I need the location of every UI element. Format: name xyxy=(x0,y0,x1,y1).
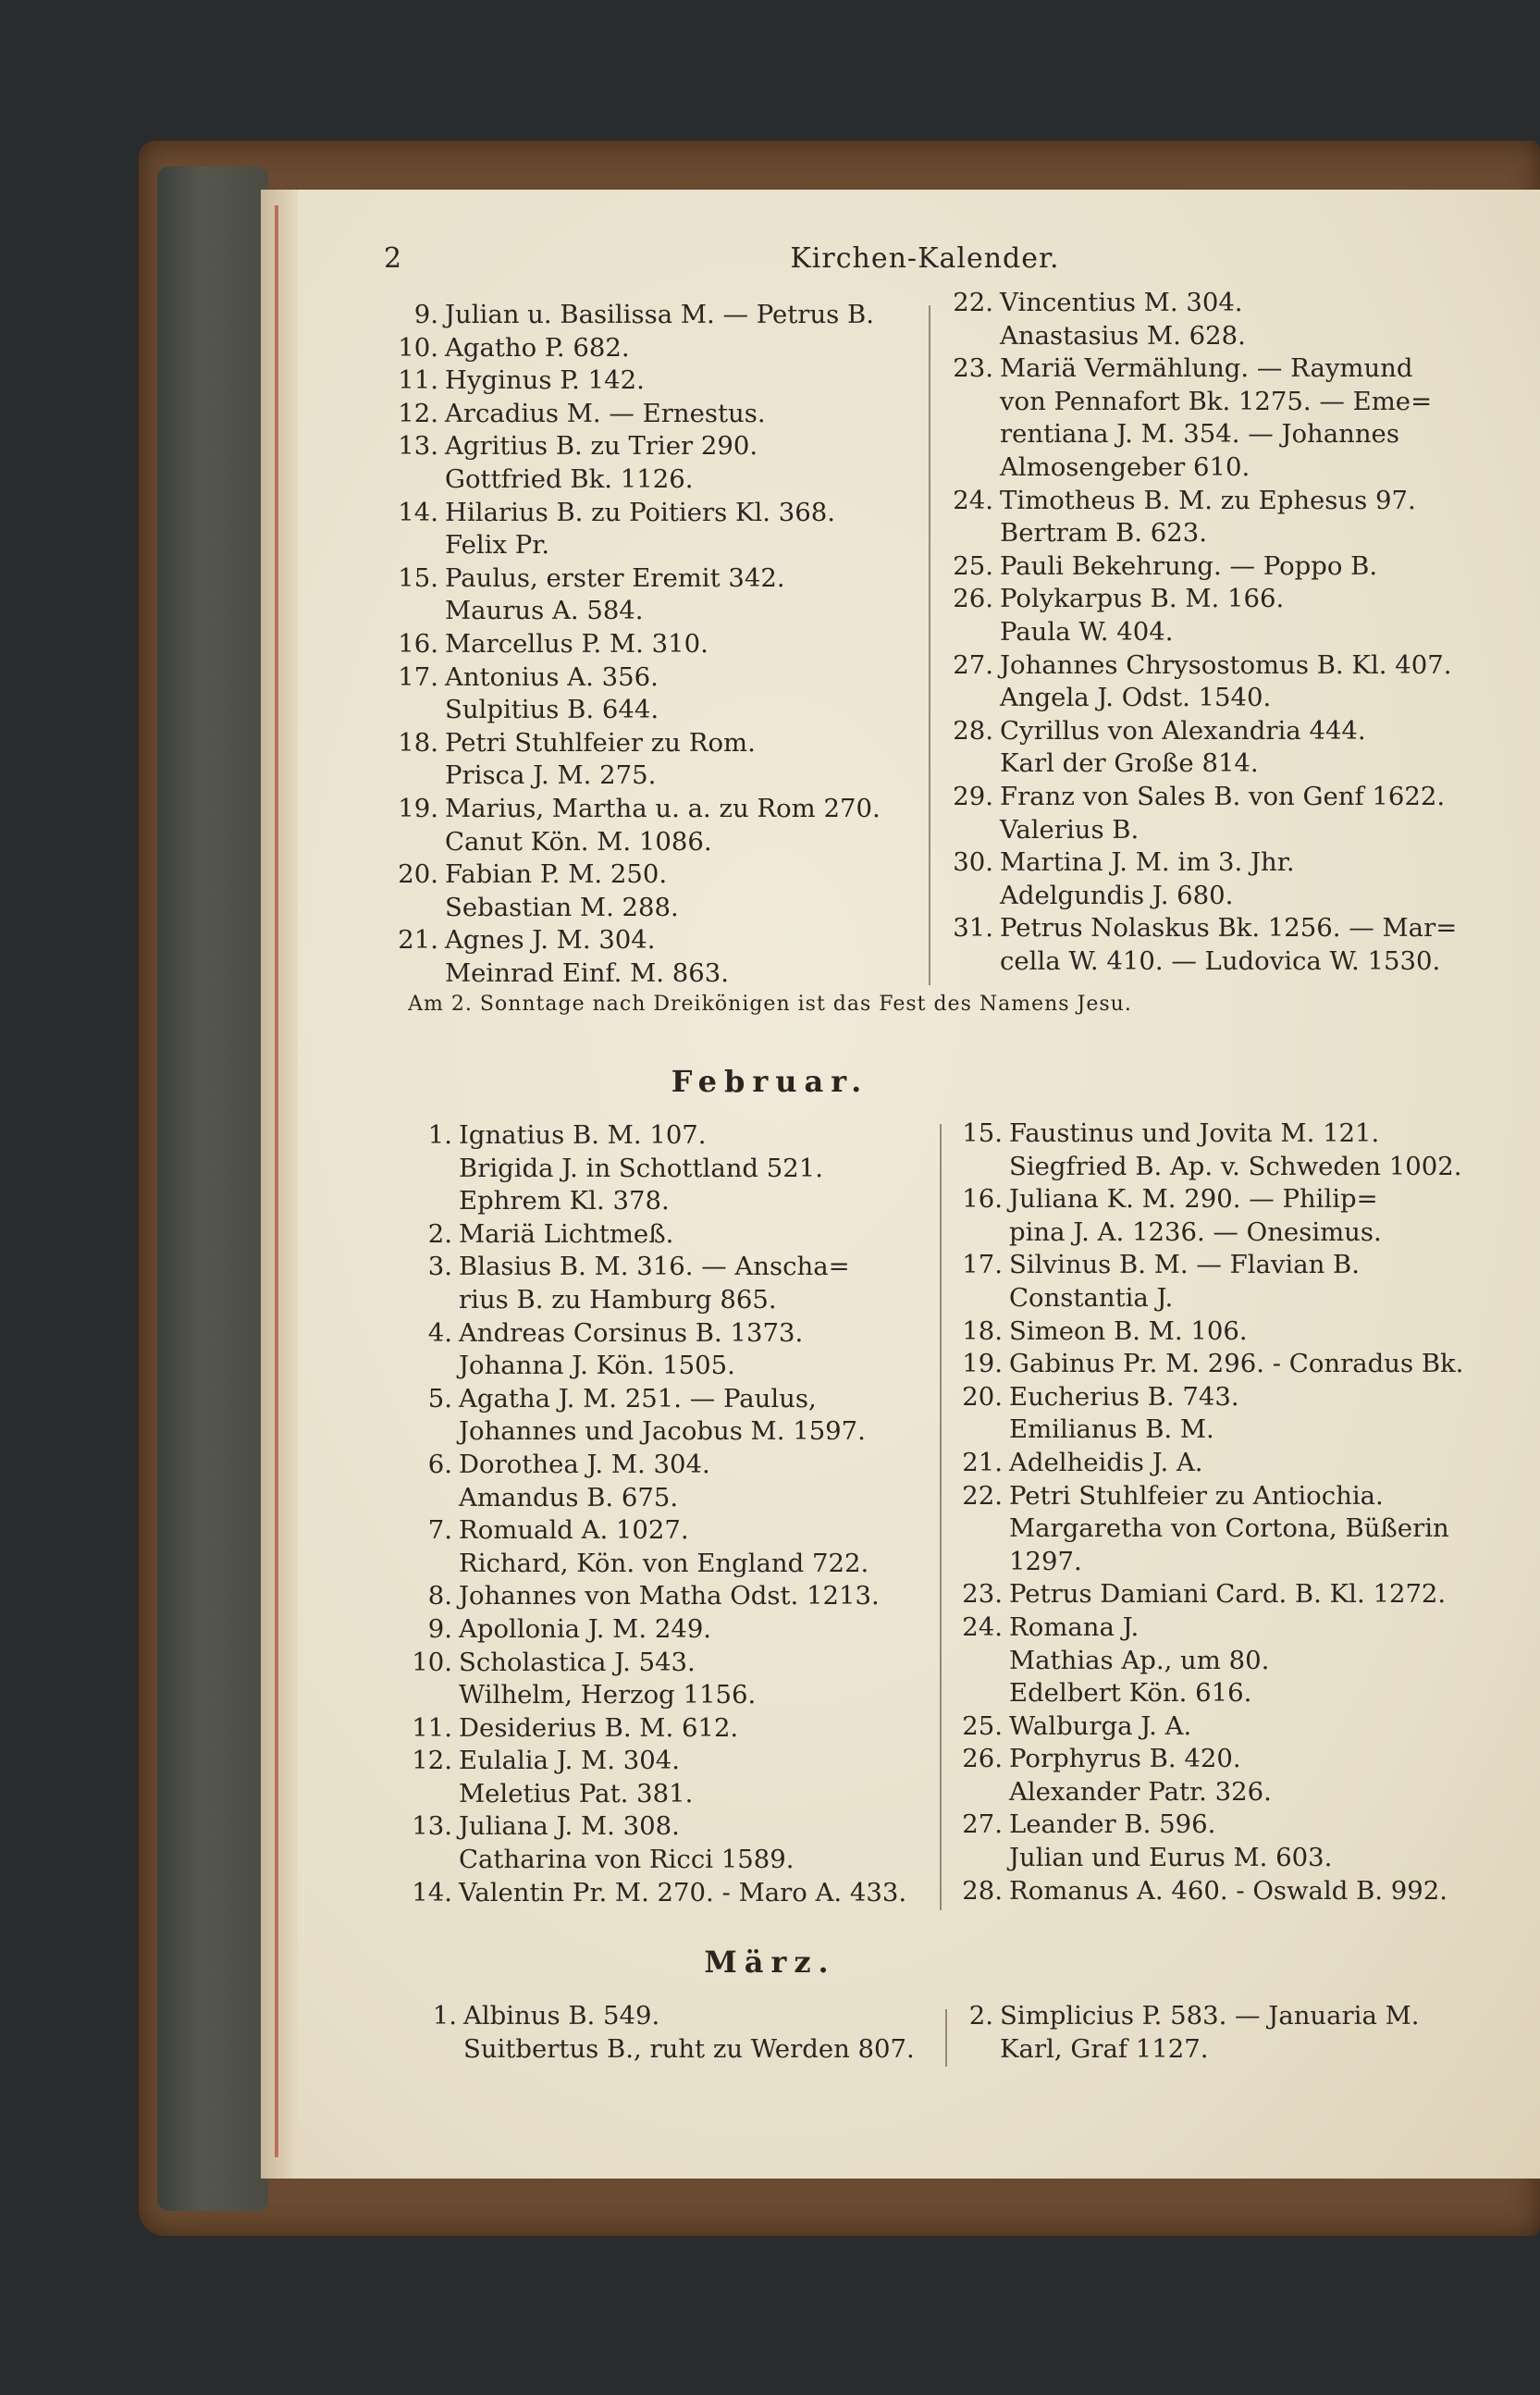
saint-entry: Bertram B. 623. xyxy=(1000,518,1207,549)
saint-entry: Meletius Pat. 381. xyxy=(459,1778,694,1809)
calendar-entry xyxy=(934,1117,1463,1151)
day-number: 24. xyxy=(962,1611,1003,1642)
day-number: 10. xyxy=(398,332,438,363)
saint-entry: Hyginus P. 142. xyxy=(445,365,645,396)
calendar-entry xyxy=(384,1251,906,1284)
day-number: 16. xyxy=(398,628,438,659)
day-number xyxy=(934,1151,1009,1184)
calendar-entry xyxy=(925,386,1457,419)
day-number: 27. xyxy=(962,1809,1003,1840)
calendar-entry xyxy=(934,1578,1463,1611)
day-number xyxy=(925,747,1000,781)
january-note: Am 2. Sonntage nach Dreikönigen ist das Fest des Namens Jesu. xyxy=(408,993,1132,1016)
saint-entry: Franz von Sales B. von Genf 1622. xyxy=(1000,781,1446,811)
day-number: 13. xyxy=(398,431,438,462)
day-number: 7. xyxy=(427,1515,452,1546)
calendar-entry xyxy=(370,595,881,628)
calendar-entry xyxy=(934,1743,1463,1776)
calendar-entry xyxy=(370,759,881,793)
saint-entry: Agritius B. zu Trier 290. xyxy=(445,431,758,462)
day-number: 11. xyxy=(412,1712,452,1743)
day-number xyxy=(925,616,1000,649)
day-number: 11. xyxy=(398,365,438,396)
calendar-entry xyxy=(934,1216,1463,1250)
day-number: 31. xyxy=(953,913,993,944)
day-number: 5. xyxy=(427,1383,452,1414)
day-number xyxy=(370,826,445,859)
day-number: 6. xyxy=(427,1449,452,1479)
day-number: 3. xyxy=(427,1252,452,1282)
saint-entry: Fabian P. M. 250. xyxy=(445,859,668,890)
calendar-entry xyxy=(370,957,881,991)
day-number: 13. xyxy=(412,1811,452,1842)
saint-entry: Maurus A. 584. xyxy=(445,596,644,626)
saint-entry: Karl der Große 814. xyxy=(1000,748,1259,779)
saint-entry: Felix Pr. xyxy=(445,530,550,561)
calendar-entry xyxy=(925,418,1457,451)
saint-entry: Petri Stuhlfeier zu Rom. xyxy=(445,727,756,758)
saint-entry: Johanna J. Kön. 1505. xyxy=(459,1351,735,1381)
calendar-entry xyxy=(370,463,881,497)
saint-entry: Suitbertus B., ruht zu Werden 807. xyxy=(463,2033,915,2064)
day-number: 8. xyxy=(427,1581,452,1611)
saint-entry: Apollonia J. M. 249. xyxy=(459,1613,712,1644)
saint-entry: Walburga J. A. xyxy=(1009,1710,1192,1741)
day-number xyxy=(370,463,445,497)
saint-entry: Timotheus B. M. zu Ephesus 97. xyxy=(1000,485,1416,515)
saint-entry: Petrus Nolaskus Bk. 1256. — Mar= xyxy=(1000,913,1458,944)
day-number: 21. xyxy=(398,925,438,956)
day-number: 23. xyxy=(953,353,993,384)
day-number: 24. xyxy=(953,485,993,515)
saint-entry: Canut Kön. M. 1086. xyxy=(445,826,712,857)
saint-entry: Juliana K. M. 290. — Philip= xyxy=(1009,1184,1378,1215)
calendar-entry xyxy=(370,694,881,727)
saint-entry: Angela J. Odst. 1540. xyxy=(1000,683,1272,713)
saint-entry: Gottfried Bk. 1126. xyxy=(445,463,694,494)
running-title: Kirchen-Kalender. xyxy=(790,242,1060,275)
calendar-entry xyxy=(388,2000,915,2033)
day-number: 16. xyxy=(962,1184,1003,1215)
calendar-entry xyxy=(370,727,881,760)
february-right-column xyxy=(934,1117,1463,1907)
day-number: 29. xyxy=(953,781,993,811)
calendar-entry xyxy=(384,1153,906,1186)
saint-entry: pina J. A. 1236. — Onesimus. xyxy=(1009,1216,1382,1247)
calendar-entry xyxy=(370,661,881,695)
february-left-column xyxy=(384,1119,906,1909)
saint-entry: Paulus, erster Eremit 342. xyxy=(445,562,785,593)
saint-entry: Petrus Damiani Card. B. Kl. 1272. xyxy=(1009,1579,1447,1610)
day-number xyxy=(925,880,1000,913)
saint-entry: Mathias Ap., um 80. xyxy=(1009,1645,1270,1675)
calendar-entry xyxy=(934,1611,1463,1645)
saint-entry: Eucherius B. 743. xyxy=(1009,1381,1239,1412)
calendar-entry xyxy=(934,1710,1463,1744)
saint-entry: Julian und Eurus M. 603. xyxy=(1009,1843,1333,1873)
day-number xyxy=(384,1153,459,1186)
calendar-entry xyxy=(925,550,1457,584)
calendar-entry xyxy=(370,529,881,562)
saint-entry: Valerius B. xyxy=(1000,814,1140,845)
day-number: 26. xyxy=(953,584,993,614)
calendar-entry xyxy=(384,1350,906,1383)
calendar-entry xyxy=(370,793,881,826)
calendar-entry xyxy=(925,616,1457,649)
calendar-entry xyxy=(388,2033,915,2067)
saint-entry: Julian u. Basilissa M. — Petrus B. xyxy=(445,300,874,329)
calendar-entry xyxy=(384,1548,906,1581)
calendar-entry xyxy=(370,364,881,398)
day-number: 14. xyxy=(398,497,438,527)
saint-entry: Valentin Pr. M. 270. - Maro A. 433. xyxy=(459,1877,907,1907)
day-number: 10. xyxy=(412,1647,452,1677)
day-number: 15. xyxy=(398,562,438,593)
calendar-entry xyxy=(370,398,881,431)
calendar-entry xyxy=(384,1580,906,1613)
calendar-entry xyxy=(370,924,881,957)
saint-entry: Almosengeber 610. xyxy=(1000,451,1250,482)
calendar-entry xyxy=(934,1447,1463,1480)
calendar-entry xyxy=(370,299,881,332)
day-number xyxy=(925,418,1000,451)
saint-entry: Agnes J. M. 304. xyxy=(445,925,656,956)
saint-entry: Adelgundis J. 680. xyxy=(1000,880,1234,910)
month-heading-march: März. xyxy=(704,1944,836,1980)
saint-entry: Sulpitius B. 644. xyxy=(445,695,659,725)
saint-entry: Agatha J. M. 251. — Paulus, xyxy=(459,1383,817,1414)
month-heading-february: Februar. xyxy=(671,1064,869,1099)
calendar-entry xyxy=(934,1776,1463,1809)
saint-entry: Simeon B. M. 106. xyxy=(1009,1315,1248,1346)
day-number xyxy=(370,694,445,727)
calendar-entry xyxy=(925,649,1457,683)
saint-entry: rentiana J. M. 354. — Johannes xyxy=(1000,419,1399,450)
calendar-entry xyxy=(934,1512,1463,1546)
calendar-entry xyxy=(384,1415,906,1449)
calendar-entry xyxy=(370,892,881,925)
calendar-entry xyxy=(370,332,881,365)
day-number xyxy=(934,1546,1009,1579)
saint-entry: Marcellus P. M. 310. xyxy=(445,628,708,659)
day-number xyxy=(934,1512,1009,1546)
calendar-entry xyxy=(925,517,1457,550)
day-number: 9. xyxy=(413,300,438,329)
day-number xyxy=(925,2033,1000,2067)
saint-entry: Albinus B. 549. xyxy=(463,2001,660,2031)
calendar-entry xyxy=(384,1482,906,1515)
day-number xyxy=(370,892,445,925)
saint-entry: Margaretha von Cortona, Büßerin xyxy=(1009,1513,1449,1544)
day-number xyxy=(370,595,445,628)
saint-entry: Marius, Martha u. a. zu Rom 270. xyxy=(445,793,881,823)
saint-entry: Silvinus B. M. — Flavian B. xyxy=(1009,1250,1361,1280)
calendar-entry xyxy=(925,912,1457,945)
calendar-entry xyxy=(934,1809,1463,1842)
calendar-entry xyxy=(384,1449,906,1482)
day-number: 18. xyxy=(398,727,438,758)
saint-entry: Mariä Vermählung. — Raymund xyxy=(1000,353,1413,384)
calendar-entry xyxy=(925,715,1457,748)
day-number xyxy=(934,1776,1009,1809)
calendar-entry xyxy=(384,1317,906,1351)
calendar-entry xyxy=(384,1712,906,1746)
saint-entry: Edelbert Kön. 616. xyxy=(1009,1678,1252,1709)
calendar-entry xyxy=(925,485,1457,518)
saint-entry: cella W. 410. — Ludovica W. 1530. xyxy=(1000,945,1441,976)
saint-entry: Vincentius M. 304. xyxy=(1000,288,1243,317)
calendar-entry xyxy=(934,1842,1463,1875)
day-number: 28. xyxy=(953,715,993,746)
day-number: 17. xyxy=(398,661,438,692)
day-number: 14. xyxy=(412,1877,452,1907)
day-number xyxy=(934,1842,1009,1875)
saint-entry: Catharina von Ricci 1589. xyxy=(459,1845,795,1875)
day-number xyxy=(384,1415,459,1449)
saint-entry: Simplicius P. 583. — Januaria M. xyxy=(1000,2001,1420,2031)
calendar-entry xyxy=(925,846,1457,880)
saint-entry: Alexander Patr. 326. xyxy=(1009,1776,1272,1807)
saint-entry: Brigida J. in Schottland 521. xyxy=(459,1153,823,1183)
saint-entry: rius B. zu Hamburg 865. xyxy=(459,1284,777,1315)
calendar-entry xyxy=(934,1183,1463,1216)
calendar-entry xyxy=(384,1119,906,1153)
calendar-entry xyxy=(934,1249,1463,1282)
day-number: 1. xyxy=(427,1120,452,1150)
saint-entry: Anastasius M. 628. xyxy=(1000,320,1246,351)
day-number: 15. xyxy=(962,1118,1003,1148)
calendar-entry xyxy=(925,682,1457,715)
day-number xyxy=(370,529,445,562)
day-number: 2. xyxy=(968,2001,993,2031)
calendar-entry xyxy=(934,1381,1463,1414)
march-left-column xyxy=(388,2000,915,2066)
day-number xyxy=(384,1548,459,1581)
calendar-entry xyxy=(934,1348,1463,1381)
calendar-entry xyxy=(370,430,881,463)
saint-entry: Amandus B. 675. xyxy=(459,1482,679,1512)
saint-entry: Arcadius M. — Ernestus. xyxy=(445,398,766,428)
page-number: 2 xyxy=(384,242,402,275)
saint-entry: Leander B. 596. xyxy=(1009,1809,1216,1840)
saint-entry: 1297. xyxy=(1009,1546,1082,1576)
page-header xyxy=(370,242,1480,279)
day-number xyxy=(384,1482,459,1515)
calendar-entry xyxy=(384,1383,906,1416)
saint-entry: Johannes und Jacobus M. 1597. xyxy=(459,1416,866,1447)
calendar-entry xyxy=(370,497,881,530)
calendar-entry xyxy=(925,945,1457,979)
day-number xyxy=(370,957,445,991)
calendar-entry xyxy=(925,352,1457,386)
day-number: 4. xyxy=(427,1317,452,1348)
day-number xyxy=(934,1414,1009,1447)
calendar-entry xyxy=(934,1282,1463,1315)
saint-entry: Ephrem Kl. 378. xyxy=(459,1186,670,1216)
calendar-entry xyxy=(934,1151,1463,1184)
calendar-entry xyxy=(934,1315,1463,1349)
day-number xyxy=(934,1282,1009,1315)
calendar-entry xyxy=(384,1185,906,1218)
saint-entry: Martina J. M. im 3. Jhr. xyxy=(1000,847,1295,878)
saint-entry: Karl, Graf 1127. xyxy=(1000,2033,1209,2064)
day-number xyxy=(925,517,1000,550)
saint-entry: Scholastica J. 543. xyxy=(459,1647,696,1677)
calendar-entry xyxy=(370,628,881,661)
calendar-entry xyxy=(925,320,1457,353)
day-number: 1. xyxy=(432,2001,457,2031)
day-number: 2. xyxy=(427,1218,452,1249)
day-number: 28. xyxy=(962,1875,1003,1906)
calendar-entry xyxy=(934,1645,1463,1678)
day-number xyxy=(925,320,1000,353)
calendar-entry xyxy=(370,858,881,892)
calendar-entry xyxy=(384,1745,906,1778)
day-number xyxy=(384,1679,459,1712)
day-number xyxy=(925,386,1000,419)
saint-entry: von Pennafort Bk. 1275. — Eme= xyxy=(1000,386,1433,416)
january-left-column xyxy=(370,299,881,990)
day-number xyxy=(370,759,445,793)
day-number: 30. xyxy=(953,847,993,878)
day-number: 23. xyxy=(962,1579,1003,1610)
calendar-entry xyxy=(384,1218,906,1252)
saint-entry: Polykarpus B. M. 166. xyxy=(1000,584,1285,614)
saint-entry: Constantia J. xyxy=(1009,1282,1174,1313)
day-number xyxy=(388,2033,463,2067)
saint-entry: Romanus A. 460. - Oswald B. 992. xyxy=(1009,1875,1448,1906)
saint-entry: Siegfried B. Ap. v. Schweden 1002. xyxy=(1009,1151,1462,1181)
calendar-entry xyxy=(934,1480,1463,1513)
day-number: 20. xyxy=(398,859,438,890)
day-number: 22. xyxy=(953,288,993,317)
calendar-entry xyxy=(384,1514,906,1548)
saint-entry: Emilianus B. M. xyxy=(1009,1414,1214,1445)
day-number: 19. xyxy=(398,793,438,823)
saint-entry: Petri Stuhlfeier zu Antiochia. xyxy=(1009,1480,1384,1511)
saint-entry: Hilarius B. zu Poitiers Kl. 368. xyxy=(445,497,836,527)
saint-entry: Adelheidis J. A. xyxy=(1009,1447,1203,1477)
saint-entry: Faustinus und Jovita M. 121. xyxy=(1009,1118,1380,1148)
saint-entry: Paula W. 404. xyxy=(1000,616,1174,647)
day-number: 27. xyxy=(953,649,993,680)
calendar-entry xyxy=(384,1877,906,1910)
day-number: 12. xyxy=(412,1746,452,1776)
saint-entry: Gabinus Pr. M. 296. - Conradus Bk. xyxy=(1009,1349,1464,1379)
day-number: 12. xyxy=(398,398,438,428)
day-number: 17. xyxy=(962,1250,1003,1280)
saint-entry: Johannes Chrysostomus B. Kl. 407. xyxy=(1000,649,1452,680)
saint-entry: Pauli Bekehrung. — Poppo B. xyxy=(1000,550,1378,581)
saint-entry: Meinrad Einf. M. 863. xyxy=(445,957,729,988)
calendar-entry xyxy=(370,826,881,859)
calendar-entry xyxy=(934,1546,1463,1579)
saint-entry: Juliana J. M. 308. xyxy=(459,1811,680,1842)
saint-entry: Blasius B. M. 316. — Anscha= xyxy=(459,1252,850,1282)
day-number xyxy=(384,1844,459,1877)
calendar-entry xyxy=(384,1284,906,1317)
day-number xyxy=(384,1350,459,1383)
day-number: 25. xyxy=(962,1710,1003,1741)
calendar-entry xyxy=(925,781,1457,814)
day-number xyxy=(384,1185,459,1218)
saint-entry: Andreas Corsinus B. 1373. xyxy=(459,1317,804,1348)
day-number: 21. xyxy=(962,1447,1003,1477)
saint-entry: Wilhelm, Herzog 1156. xyxy=(459,1680,757,1710)
day-number xyxy=(925,945,1000,979)
calendar-entry xyxy=(384,1810,906,1844)
saint-entry: Dorothea J. M. 304. xyxy=(459,1449,710,1479)
calendar-entry xyxy=(384,1679,906,1712)
page-edge-line xyxy=(275,205,278,2157)
day-number xyxy=(934,1677,1009,1710)
calendar-entry xyxy=(925,287,1457,320)
day-number xyxy=(934,1216,1009,1250)
calendar-entry xyxy=(384,1778,906,1811)
saint-entry: Eulalia J. M. 304. xyxy=(459,1746,680,1776)
calendar-entry xyxy=(925,2033,1420,2067)
saint-entry: Cyrillus von Alexandria 444. xyxy=(1000,715,1366,746)
day-number xyxy=(934,1645,1009,1678)
january-right-column xyxy=(925,287,1457,978)
calendar-entry xyxy=(934,1875,1463,1908)
day-number: 26. xyxy=(962,1744,1003,1774)
calendar-entry xyxy=(925,747,1457,781)
saint-entry: Romuald A. 1027. xyxy=(459,1515,689,1546)
calendar-entry xyxy=(925,2000,1420,2033)
day-number: 25. xyxy=(953,550,993,581)
calendar-entry xyxy=(384,1844,906,1877)
saint-entry: Antonius A. 356. xyxy=(445,661,659,692)
calendar-entry xyxy=(934,1414,1463,1447)
day-number xyxy=(925,451,1000,485)
calendar-entry xyxy=(925,451,1457,485)
day-number: 9. xyxy=(427,1613,452,1644)
saint-entry: Richard, Kön. von England 722. xyxy=(459,1548,869,1578)
book-spine xyxy=(157,167,268,2211)
calendar-entry xyxy=(934,1677,1463,1710)
calendar-entry xyxy=(384,1613,906,1647)
calendar-entry xyxy=(370,562,881,596)
saint-entry: Ignatius B. M. 107. xyxy=(459,1120,707,1150)
march-right-column xyxy=(925,2000,1420,2066)
day-number: 22. xyxy=(962,1480,1003,1511)
saint-entry: Mariä Lichtmeß. xyxy=(459,1218,674,1249)
saint-entry: Porphyrus B. 420. xyxy=(1009,1744,1241,1774)
day-number xyxy=(384,1778,459,1811)
saint-entry: Desiderius B. M. 612. xyxy=(459,1712,739,1743)
calendar-entry xyxy=(925,583,1457,616)
calendar-entry xyxy=(384,1647,906,1680)
day-number xyxy=(925,814,1000,847)
calendar-entry xyxy=(925,880,1457,913)
saint-entry: Sebastian M. 288. xyxy=(445,892,679,922)
calendar-entry xyxy=(925,814,1457,847)
saint-entry: Prisca J. M. 275. xyxy=(445,760,657,791)
day-number xyxy=(384,1284,459,1317)
day-number: 20. xyxy=(962,1381,1003,1412)
day-number xyxy=(925,682,1000,715)
saint-entry: Romana J. xyxy=(1009,1611,1140,1642)
day-number: 19. xyxy=(962,1349,1003,1379)
saint-entry: Johannes von Matha Odst. 1213. xyxy=(459,1581,880,1611)
page-gutter xyxy=(261,190,298,2179)
day-number: 18. xyxy=(962,1315,1003,1346)
saint-entry: Agatho P. 682. xyxy=(445,332,630,363)
